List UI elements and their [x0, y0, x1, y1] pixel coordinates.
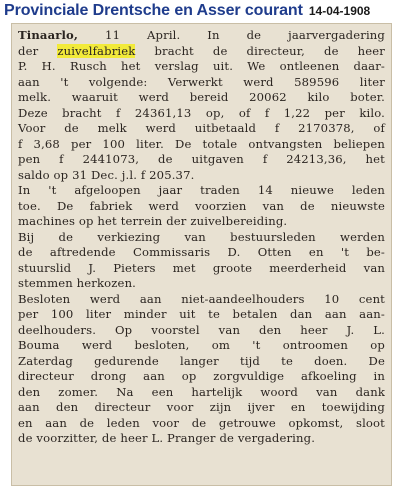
article-line: f 3,68 per 100 liter. De totale ontvangsten beliepen — [18, 136, 385, 151]
article-line: pen f 2441073, de uitgaven f 24213,36, het — [18, 152, 385, 166]
article-line: Zaterdag gedurende langer tijd te doen. De — [18, 353, 385, 368]
article-line: Bouma werd besloten, om 't ontroomen op — [18, 338, 385, 352]
article-line — [18, 28, 385, 44]
article-line: machines op het terrein der zuivelbereiding. — [18, 214, 288, 228]
article-body — [18, 28, 385, 447]
article-line: melk. waaruit werd bereid 20062 kilo boter. — [18, 90, 385, 104]
article-line: Deze bracht f 24361,13 op, of f 1,22 per kilo. — [18, 105, 385, 120]
article-line: P. H. Rusch het verslag uit. We ontleenen daar- — [18, 59, 385, 73]
article-line: Bij de verkiezing van bestuursleden werden — [18, 229, 385, 244]
article-line: saldo op 31 Dec. j.l. f 205.37. — [18, 167, 195, 182]
article-line: Besloten werd aan niet-aandeelhouders 10 cent — [18, 291, 385, 306]
article-line: stuurslid J. Pieters met groote meerderheid van — [18, 260, 385, 275]
article-line: directeur drong aan op zorgvuldige afkoeling in — [18, 369, 385, 383]
article-line: stemmen herkozen. — [18, 276, 137, 290]
article-line: en aan de leden voor de getrouwe opkomst, sloot — [18, 415, 385, 430]
newspaper-clipping — [11, 23, 392, 486]
article-paragraph — [18, 183, 385, 230]
article-line: der zuivelfabriek bracht de directeur, de heer — [18, 43, 385, 58]
article-line: toe. De fabriek werd voorzien van de nieuwste — [18, 198, 385, 213]
newspaper-title: Provinciale Drentsche en Asser courant — [4, 2, 303, 19]
article-line: den zomer. Na een hartelijk woord van dank — [18, 384, 385, 399]
masthead — [4, 2, 396, 20]
article-line: aan den directeur voor zijn ijver en toewijding — [18, 400, 385, 414]
article-line: Voor de melk werd uitbetaald f 2170378, of — [18, 121, 385, 135]
article-paragraph — [18, 28, 385, 183]
search-highlight: zuivelfabriek — [57, 43, 136, 58]
dateline-text: 11 April. In de jaarvergadering — [78, 28, 385, 42]
article-line: de aftredende Commissaris D. Otten en 't be- — [18, 245, 385, 259]
article-line: In 't afgeloopen jaar traden 14 nieuwe leden — [18, 183, 385, 197]
article-paragraph — [18, 292, 385, 447]
article-line: aan 't volgende: Verwerkt werd 589596 liter — [18, 74, 385, 89]
article-paragraph — [18, 230, 385, 292]
article-line: deelhouders. Op voorstel van den heer J. L. — [18, 322, 385, 337]
article-line: per 100 liter minder uit te betalen dan aan aan- — [18, 307, 385, 321]
dateline-place: Tinaarlo, — [18, 28, 79, 42]
publication-date: 14-04-1908 — [308, 4, 371, 18]
article-line: de voorzitter, de heer L. Pranger de vergadering. — [18, 431, 316, 445]
